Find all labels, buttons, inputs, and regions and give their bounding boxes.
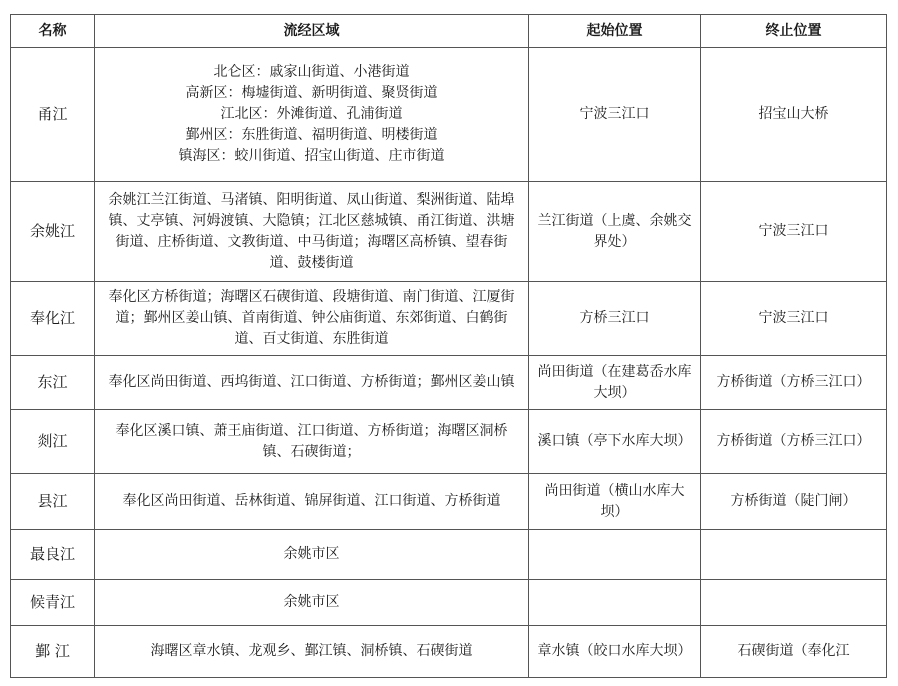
river-start bbox=[529, 530, 701, 580]
river-end: 方桥街道（方桥三江口） bbox=[701, 356, 887, 410]
table-row bbox=[11, 626, 887, 678]
river-area: 奉化区方桥街道；海曙区石碶街道、段塘街道、南门街道、江厦街道；鄞州区姜山镇、首南街道、钟公庙街道、东郊街道、白鹤街道、百丈街道、东胜街道 bbox=[95, 282, 529, 356]
table-row bbox=[11, 530, 887, 580]
river-name: 甬江 bbox=[11, 48, 95, 182]
header-end: 终止位置 bbox=[701, 15, 887, 48]
area-line: 高新区：梅墟街道、新明街道、聚贤街道 bbox=[185, 85, 438, 101]
river-name: 东江 bbox=[11, 356, 95, 410]
river-end: 招宝山大桥 bbox=[701, 48, 887, 182]
river-name: 鄞 江 bbox=[11, 626, 95, 678]
table-row bbox=[11, 356, 887, 410]
river-name: 最良江 bbox=[11, 530, 95, 580]
table-row bbox=[11, 410, 887, 474]
table-row bbox=[11, 48, 887, 182]
river-name: 余姚江 bbox=[11, 182, 95, 282]
table-row bbox=[11, 580, 887, 626]
area-line: 鄞州区：东胜街道、福明街道、明楼街道 bbox=[185, 127, 438, 143]
river-area: 海曙区章水镇、龙观乡、鄞江镇、洞桥镇、石碶街道 bbox=[95, 626, 529, 678]
river-start: 章水镇（皎口水库大坝） bbox=[529, 626, 701, 678]
header-start: 起始位置 bbox=[529, 15, 701, 48]
river-end bbox=[701, 580, 887, 626]
area-line: 江北区：外滩街道、孔浦街道 bbox=[220, 106, 403, 122]
area-line: 镇海区：蛟川街道、招宝山街道、庄市街道 bbox=[178, 148, 445, 164]
river-area: 余姚市区 bbox=[95, 530, 529, 580]
river-name: 候青江 bbox=[11, 580, 95, 626]
river-start: 兰江街道（上虞、余姚交界处） bbox=[529, 182, 701, 282]
table-header-row bbox=[11, 15, 887, 48]
river-name: 奉化江 bbox=[11, 282, 95, 356]
river-end: 石碶街道（奉化江 bbox=[701, 626, 887, 678]
river-area: 奉化区溪口镇、萧王庙街道、江口街道、方桥街道；海曙区洞桥镇、石碶街道； bbox=[95, 410, 529, 474]
river-area: 余姚市区 bbox=[95, 580, 529, 626]
river-start bbox=[529, 580, 701, 626]
river-area: 奉化区尚田街道、西坞街道、江口街道、方桥街道；鄞州区姜山镇 bbox=[95, 356, 529, 410]
river-area: 奉化区尚田街道、岳林街道、锦屏街道、江口街道、方桥街道 bbox=[95, 474, 529, 530]
river-name: 剡江 bbox=[11, 410, 95, 474]
rivers-table bbox=[10, 14, 887, 678]
river-end: 宁波三江口 bbox=[701, 282, 887, 356]
river-start: 宁波三江口 bbox=[529, 48, 701, 182]
header-name: 名称 bbox=[11, 15, 95, 48]
river-end: 方桥街道（陡门闸） bbox=[701, 474, 887, 530]
area-line: 北仑区：戚家山街道、小港街道 bbox=[213, 64, 410, 80]
river-start: 尚田街道（横山水库大坝） bbox=[529, 474, 701, 530]
river-name: 县江 bbox=[11, 474, 95, 530]
river-start: 溪口镇（亭下水库大坝） bbox=[529, 410, 701, 474]
table-row bbox=[11, 182, 887, 282]
river-end bbox=[701, 530, 887, 580]
river-start: 尚田街道（在建葛岙水库大坝） bbox=[529, 356, 701, 410]
header-area: 流经区域 bbox=[95, 15, 529, 48]
river-start: 方桥三江口 bbox=[529, 282, 701, 356]
river-end: 宁波三江口 bbox=[701, 182, 887, 282]
river-end: 方桥街道（方桥三江口） bbox=[701, 410, 887, 474]
table-row bbox=[11, 282, 887, 356]
river-area bbox=[95, 48, 529, 182]
river-area: 余姚江兰江街道、马渚镇、阳明街道、凤山街道、梨洲街道、陆埠镇、丈亭镇、河姆渡镇、大隐镇；江北区慈城镇、甬江街道、洪塘街道、庄桥街道、文教街道、中马街道；海曙区高桥镇、望春街道、鼓楼街道 bbox=[95, 182, 529, 282]
table-row bbox=[11, 474, 887, 530]
